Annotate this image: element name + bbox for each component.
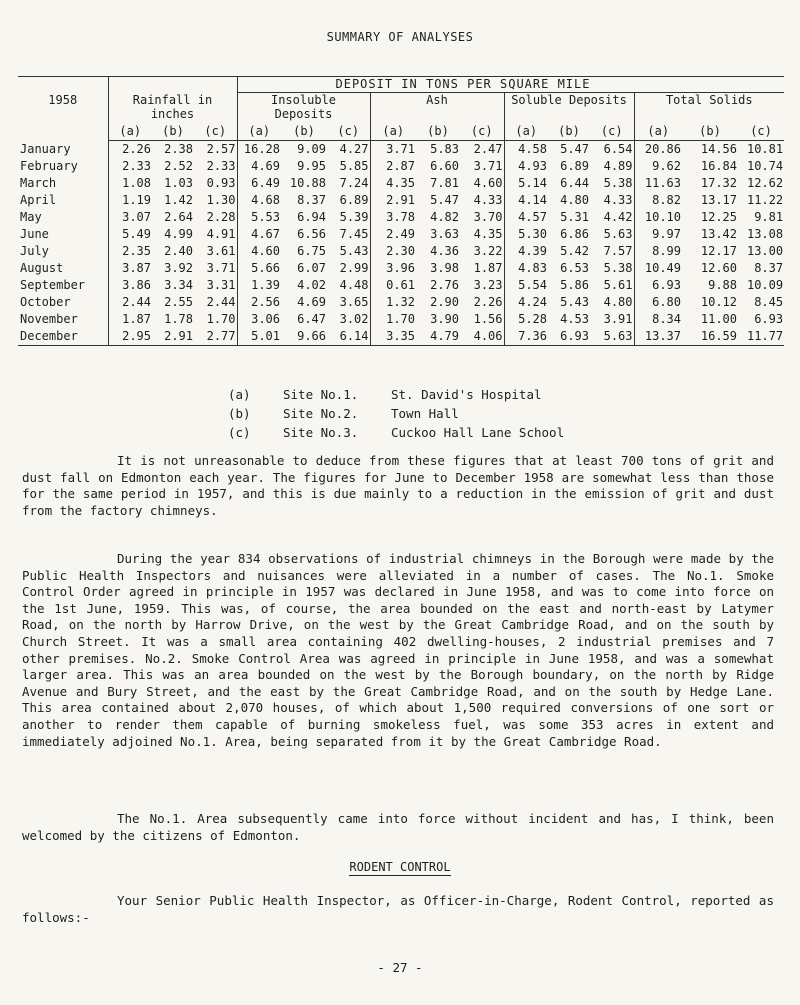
key-name: St. David's Hospital [391,387,542,402]
value-cell: 5.47 [548,141,590,159]
value-cell: 3.96 [370,260,416,277]
value-cell: 7.81 [430,176,459,190]
site-a-header: (a) [504,123,548,141]
month-cell: December [18,328,108,346]
value-cell: 6.47 [297,312,326,326]
table-row [18,175,784,192]
value-cell: 6.94 [297,210,326,224]
month-cell: July [20,244,49,258]
deposit-group-header: DEPOSIT IN TONS PER SQUARE MILE [237,77,784,93]
key-site: Site No.2. [283,406,359,421]
page-number: - 27 - [377,960,423,975]
value-cell: 7.57 [603,244,633,258]
value-cell: 4.58 [504,141,548,159]
value-cell: 5.42 [560,244,589,258]
value-cell: 12.60 [700,261,737,275]
value-cell: 6.80 [634,294,682,311]
header-row-group [18,77,784,93]
value-cell: 3.61 [206,244,236,258]
analyses-table-container [18,76,784,346]
site-b-header: (b) [699,124,721,138]
analyses-table [18,76,784,346]
value-cell: 4.89 [603,159,633,173]
header-row-sites [18,123,784,141]
value-cell: 2.47 [460,141,504,159]
value-cell: 4.91 [206,227,236,241]
paragraph-text: The No.1. Area subsequently came into force without incident and has, I think, been welcomed by the citizens of Edmonton. [22,811,774,843]
value-cell: 6.89 [339,193,369,207]
value-cell: 1.39 [237,277,281,294]
value-cell: 8.82 [634,192,682,209]
value-cell: 4.80 [603,295,633,309]
value-cell: 11.77 [738,328,784,346]
value-cell: 9.09 [281,141,327,159]
value-cell: 4.39 [504,243,548,260]
value-cell: 4.02 [297,278,326,292]
key-code: (b) [228,406,251,421]
key-site: Site No.3. [283,425,359,440]
value-cell: 4.60 [473,176,503,190]
value-cell: 4.60 [237,243,281,260]
value-cell: 10.74 [746,159,784,173]
value-cell: 5.63 [590,328,634,346]
value-cell: 5.14 [504,175,548,192]
value-cell: 8.45 [754,295,784,309]
value-cell: 2.33 [206,159,236,173]
value-cell: 1.87 [108,311,152,328]
value-cell: 3.23 [473,278,503,292]
paragraph-text: Your Senior Public Health Inspector, as Officer-in-Charge, Rodent Control, reported as follows:- [22,893,774,925]
table-row [18,328,784,346]
value-cell: 14.56 [682,141,738,159]
month-cell: August [20,261,64,275]
value-cell: 4.69 [297,295,326,309]
value-cell: 9.62 [634,158,682,175]
paragraph-text: During the year 834 observations of industrial chimneys in the Borough were made by the Public Health Inspectors and nuisances were alleviated in a number of cases. The No.1. Smoke Control Order agreed in principle in 1957 was declared in June 1958, and was to come into force on the 1st June, 1959. This was, of course, the area bounded on the east and north-east by Latymer Road, on the north by Harrow Drive, on the west by the Great Cambridge Road, and on the south by Church Street. It was a small area containing 402 dwelling-houses, 2 industrial premises and 7 other premises. No.2. Smoke Control Area was agreed in principle in June 1958, and was a somewhat larger area. This was an area bounded on the west by the Borough boundary, on the north by Ridge Avenue and Bury Street, and the east by the Great Cambridge Road, and on the south by Hedge Lane. This area contained about 2,070 houses, of which about 1,500 required conversions of one sort or another to render them capable of burning smokeless fuel, was some 353 acres in extent and immediately adjoined No.1. Area, being separated from it by the Great Cambridge Road. [22,551,774,749]
key-row [228,404,564,423]
value-cell: 3.22 [473,244,503,258]
value-cell: 10.12 [700,295,737,309]
value-cell: 5.30 [504,226,548,243]
value-cell: 9.81 [754,210,784,224]
value-cell: 4.35 [473,227,503,241]
value-cell: 11.22 [746,193,784,207]
value-cell: 5.53 [237,209,281,226]
table-row [18,226,784,243]
value-cell: 9.88 [708,278,737,292]
value-cell: 6.14 [327,328,370,346]
value-cell: 4.33 [603,193,633,207]
site-c-header: (c) [204,124,227,138]
value-cell: 4.99 [164,227,193,241]
month-cell: February [20,159,78,173]
value-cell: 1.78 [164,312,193,326]
value-cell: 2.33 [108,158,152,175]
value-cell: 10.09 [746,278,784,292]
value-cell: 3.35 [370,328,416,346]
value-cell: 2.26 [108,141,152,159]
value-cell: 6.93 [548,328,590,346]
value-cell: 17.32 [700,176,737,190]
value-cell: 6.86 [560,227,589,241]
header-row-columns [18,93,784,124]
month-cell: November [20,312,78,326]
value-cell: 6.60 [430,159,459,173]
value-cell: 10.49 [634,260,682,277]
site-a-header: (a) [237,123,281,141]
value-cell: 4.69 [237,158,281,175]
value-cell: 4.53 [560,312,589,326]
value-cell: 12.62 [746,176,784,190]
value-cell: 1.56 [473,312,503,326]
value-cell: 3.31 [206,278,236,292]
year-header: 1958 [48,92,78,107]
paragraph-text: It is not unreasonable to deduce from these figures that at least 700 tons of grit and dust fall on Edmonton each year. The figures for June to December 1958 are somewhat less than those for the same period in 1957, and this is due mainly to a reduction in the emission of grit and dust from the factory chimneys. [22,453,774,518]
value-cell: 6.93 [754,312,784,326]
value-cell: 11.63 [634,175,682,192]
value-cell: 2.87 [370,158,416,175]
value-cell: 7.36 [504,328,548,346]
value-cell: 10.81 [738,141,784,159]
value-cell: 6.07 [297,261,326,275]
value-cell: 4.33 [473,193,503,207]
value-cell: 5.28 [504,311,548,328]
value-cell: 2.64 [164,210,193,224]
month-cell: May [20,210,42,224]
value-cell: 2.35 [108,243,152,260]
site-b-header: (b) [162,124,184,138]
value-cell: 7.24 [339,176,369,190]
month-cell: April [20,193,57,207]
table-row [18,141,784,159]
site-c-header: (c) [750,124,772,138]
value-cell: 3.70 [473,210,503,224]
value-cell: 6.54 [590,141,634,159]
value-cell: 6.75 [297,244,326,258]
value-cell: 1.70 [206,312,236,326]
value-cell: 3.71 [370,141,416,159]
value-cell: 5.49 [108,226,152,243]
key-name: Cuckoo Hall Lane School [391,425,565,440]
key-site: Site No.1. [283,387,359,402]
value-cell: 4.42 [603,210,633,224]
value-cell: 3.87 [108,260,152,277]
table-row [18,192,784,209]
rodent-control-heading [0,860,800,874]
table-row [18,277,784,294]
value-cell: 4.79 [416,328,460,346]
value-cell: 4.14 [504,192,548,209]
value-cell: 3.63 [430,227,459,241]
site-b-header: (b) [293,124,315,138]
month-cell: October [20,295,71,309]
value-cell: 6.44 [560,176,589,190]
value-cell: 3.86 [108,277,152,294]
key-row [228,423,564,442]
value-cell: 4.82 [430,210,459,224]
site-a-header: (a) [370,123,416,141]
paragraph-rodent-report [22,893,774,926]
value-cell: 1.87 [473,261,503,275]
value-cell: 4.83 [504,260,548,277]
value-cell: 5.47 [430,193,459,207]
value-cell: 3.34 [164,278,193,292]
value-cell: 3.92 [164,261,193,275]
value-cell: 2.57 [194,141,237,159]
paragraph-grit-dust [22,453,774,519]
value-cell: 3.02 [339,312,369,326]
value-cell: 3.06 [237,311,281,328]
value-cell: 5.38 [603,176,633,190]
value-cell: 20.86 [634,141,682,159]
value-cell: 3.71 [473,159,503,173]
value-cell: 2.95 [108,328,152,346]
month-cell: June [20,227,49,241]
value-cell: 8.99 [634,243,682,260]
value-cell: 13.00 [746,244,784,258]
value-cell: 4.27 [327,141,370,159]
value-cell: 8.37 [297,193,326,207]
month-cell: January [20,141,71,156]
value-cell: 2.91 [152,328,194,346]
value-cell: 4.57 [504,209,548,226]
site-b-header: (b) [558,124,580,138]
value-cell: 9.66 [281,328,327,346]
heading-text: RODENT CONTROL [349,860,451,874]
value-cell: 8.37 [754,261,784,275]
site-c-header: (c) [600,124,623,138]
paragraph-no1-area [22,811,774,844]
value-cell: 9.95 [297,159,326,173]
value-cell: 3.78 [370,209,416,226]
value-cell: 12.17 [700,244,737,258]
value-cell: 2.77 [194,328,237,346]
value-cell: 9.97 [634,226,682,243]
table-row [18,294,784,311]
value-cell: 16.59 [682,328,738,346]
value-cell: 5.54 [504,277,548,294]
value-cell: 6.56 [297,227,326,241]
value-cell: 2.76 [430,278,459,292]
value-cell: 2.99 [339,261,369,275]
rainfall-header: Rainfall in inches [108,93,237,124]
value-cell: 1.08 [108,175,152,192]
value-cell: 1.70 [370,311,416,328]
value-cell: 8.34 [634,311,682,328]
value-cell: 5.01 [237,328,281,346]
value-cell: 2.30 [370,243,416,260]
ash-header: Ash [370,93,504,124]
value-cell: 4.06 [460,328,504,346]
site-c-header: (c) [337,124,360,138]
table-row [18,209,784,226]
value-cell: 6.93 [634,277,682,294]
page-title: SUMMARY OF ANALYSES [326,30,474,44]
value-cell: 0.93 [206,176,236,190]
value-cell: 4.93 [504,158,548,175]
value-cell: 0.61 [370,277,416,294]
value-cell: 2.44 [108,294,152,311]
value-cell: 13.08 [746,227,784,241]
site-c-header: (c) [470,124,493,138]
value-cell: 5.83 [416,141,460,159]
site-key [228,385,564,442]
value-cell: 5.31 [560,210,589,224]
value-cell: 2.40 [164,244,193,258]
value-cell: 4.35 [370,175,416,192]
total-header: Total Solids [634,93,784,124]
soluble-header: Soluble Deposits [504,93,634,124]
value-cell: 5.61 [603,278,633,292]
key-code: (a) [228,387,251,402]
value-cell: 3.71 [206,261,236,275]
table-row [18,311,784,328]
value-cell: 2.90 [430,295,459,309]
value-cell: 6.89 [560,159,589,173]
value-cell: 3.65 [339,295,369,309]
value-cell: 3.90 [430,312,459,326]
value-cell: 5.43 [560,295,589,309]
site-a-header: (a) [108,123,152,141]
value-cell: 2.56 [237,294,281,311]
value-cell: 1.30 [206,193,236,207]
table-row [18,158,784,175]
value-cell: 4.67 [237,226,281,243]
value-cell: 4.48 [339,278,369,292]
key-row [228,385,564,404]
value-cell: 16.28 [237,141,281,159]
value-cell: 2.52 [164,159,193,173]
value-cell: 1.03 [164,176,193,190]
value-cell: 2.26 [473,295,503,309]
value-cell: 4.80 [560,193,589,207]
value-cell: 2.44 [206,295,236,309]
key-code: (c) [228,425,251,440]
value-cell: 5.43 [339,244,369,258]
insoluble-header: Insoluble Deposits [237,93,370,124]
value-cell: 2.38 [152,141,194,159]
value-cell: 5.86 [560,278,589,292]
value-cell: 12.25 [700,210,737,224]
table-row [18,260,784,277]
value-cell: 10.88 [289,176,326,190]
site-b-header: (b) [427,124,449,138]
value-cell: 10.10 [634,209,682,226]
value-cell: 5.38 [603,261,633,275]
site-a-header: (a) [634,123,682,141]
month-cell: March [20,176,57,190]
value-cell: 3.07 [108,209,152,226]
key-name: Town Hall [391,406,459,421]
value-cell: 1.42 [164,193,193,207]
month-cell: September [20,278,86,292]
paragraph-smoke-control [22,551,774,750]
value-cell: 2.49 [370,226,416,243]
value-cell: 5.66 [237,260,281,277]
value-cell: 5.39 [339,210,369,224]
value-cell: 1.32 [370,294,416,311]
value-cell: 2.91 [370,192,416,209]
value-cell: 6.53 [560,261,589,275]
value-cell: 5.63 [603,227,633,241]
value-cell: 4.24 [504,294,548,311]
table-body [18,141,784,346]
value-cell: 11.00 [700,312,737,326]
value-cell: 7.45 [339,227,369,241]
value-cell: 3.98 [430,261,459,275]
value-cell: 2.28 [206,210,236,224]
value-cell: 4.68 [237,192,281,209]
value-cell: 1.19 [108,192,152,209]
value-cell: 4.36 [430,244,459,258]
value-cell: 13.17 [700,193,737,207]
value-cell: 2.55 [164,295,193,309]
value-cell: 5.85 [339,159,369,173]
table-row [18,243,784,260]
value-cell: 3.91 [603,312,633,326]
value-cell: 16.84 [700,159,737,173]
value-cell: 6.49 [237,175,281,192]
value-cell: 13.42 [700,227,737,241]
value-cell: 13.37 [634,328,682,346]
